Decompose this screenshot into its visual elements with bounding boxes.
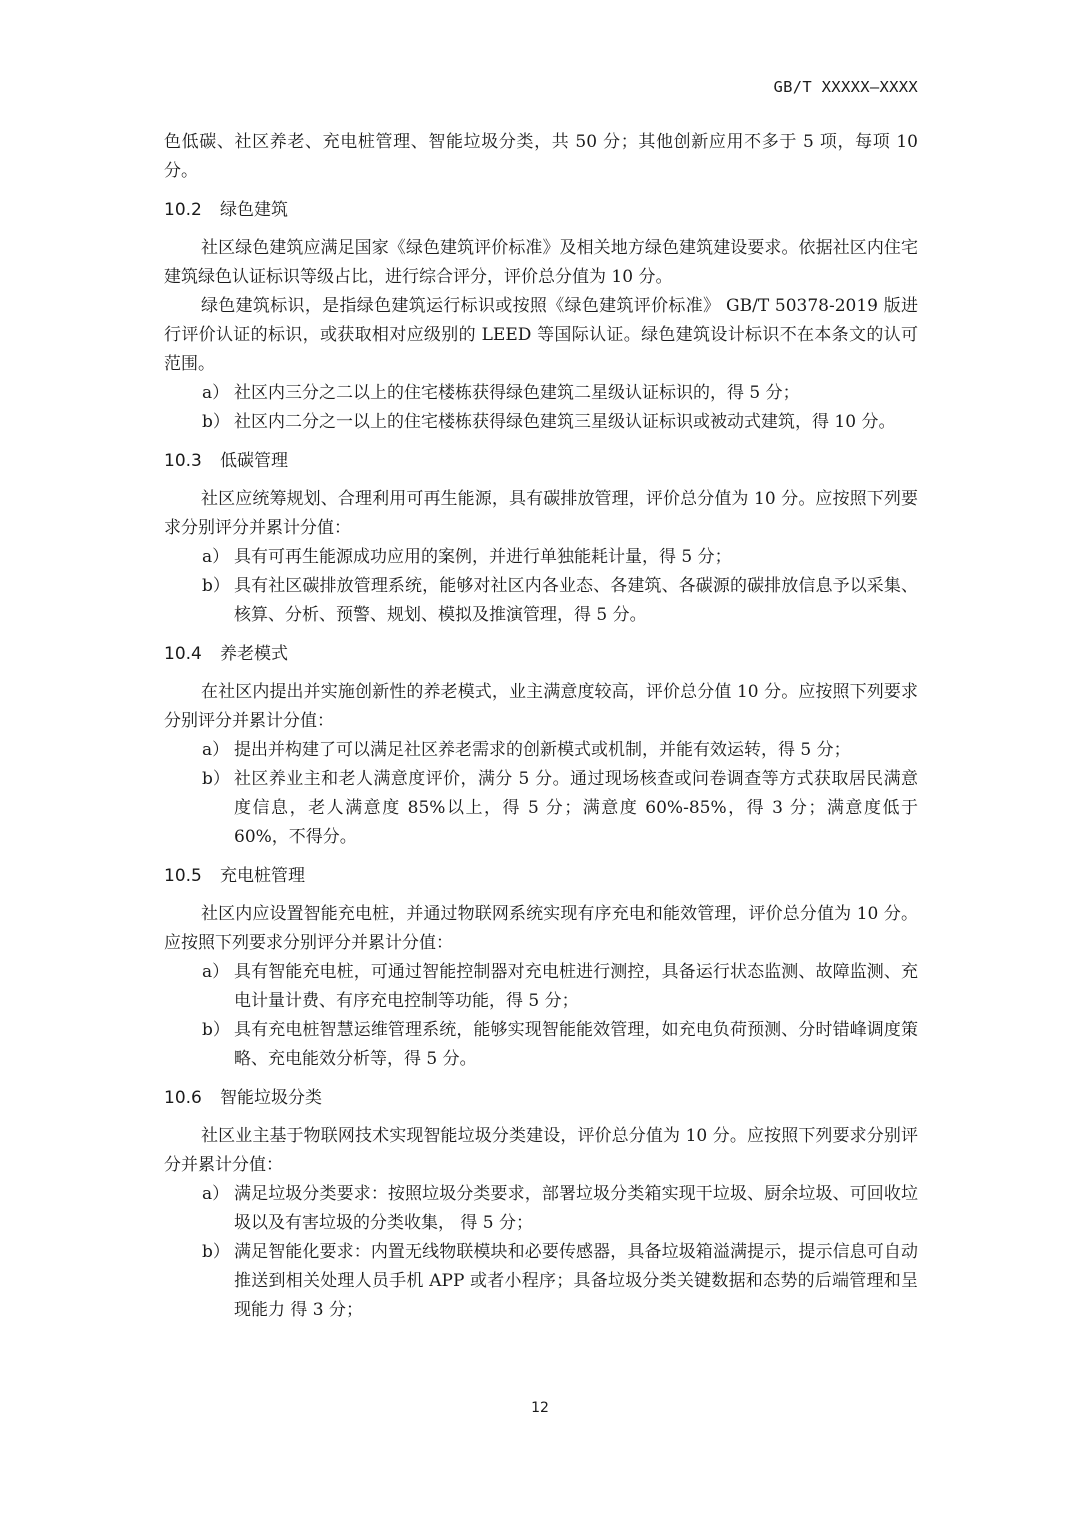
- list-marker: a）: [202, 383, 230, 403]
- section-heading: [164, 862, 918, 891]
- list-item-text: 具有可再生能源成功应用的案例，并进行单独能耗计量，得 5 分；: [234, 547, 732, 567]
- intro-paragraph: 色低碳、社区养老、充电桩管理、智能垃圾分类，共 50 分；其他创新应用不多于 5 项，每项 10 分。: [164, 132, 918, 181]
- list-marker: a）: [202, 1184, 230, 1204]
- list-item: [164, 736, 918, 765]
- section-heading: [164, 1084, 918, 1113]
- list-item-text: 具有社区碳排放管理系统，能够对社区内各业态、各建筑、各碳源的碳排放信息予以采集、核算、分析、预警、规划、模拟及推演管理，得 5 分。: [234, 576, 918, 625]
- section-title: 低碳管理: [220, 451, 288, 471]
- page-number: 12: [531, 1400, 549, 1416]
- section-number: 10.2: [164, 200, 202, 220]
- list-item: [164, 765, 918, 852]
- list-marker: a）: [202, 547, 230, 567]
- section-title: 充电桩管理: [220, 866, 305, 886]
- list-item-text: 社区内三分之二以上的住宅楼栋获得绿色建筑二星级认证标识的，得 5 分；: [234, 383, 800, 403]
- section-heading: [164, 640, 918, 669]
- paragraph: 社区内应设置智能充电桩，并通过物联网系统实现有序充电和能效管理，评价总分值为 10 分。应按照下列要求分别评分并累计分值：: [164, 904, 918, 953]
- section-title: 养老模式: [220, 644, 288, 664]
- list-item-text: 提出并构建了可以满足社区养老需求的创新模式或机制，并能有效运转，得 5 分；: [234, 740, 851, 760]
- list-item: [164, 1180, 918, 1238]
- document-code-header: GB/T XXXXX—XXXX: [773, 78, 918, 96]
- paragraph: 社区绿色建筑应满足国家《绿色建筑评价标准》及相关地方绿色建筑建设要求。依据社区内住宅建筑绿色认证标识等级占比，进行综合评分，评价总分值为 10 分。: [164, 238, 918, 287]
- page-body: [164, 128, 918, 1325]
- list-item-text: 社区养业主和老人满意度评价，满分 5 分。通过现场核查或问卷调查等方式获取居民满意度信息，老人满意度 85%以上，得 5 分；满意度 60%-85%，得 3 分；满意度低于 60%，不得分。: [234, 769, 918, 847]
- list-item-text: 满足垃圾分类要求：按照垃圾分类要求，部署垃圾分类箱实现干垃圾、厨余垃圾、可回收垃圾以及有害垃圾的分类收集， 得 5 分；: [234, 1184, 918, 1233]
- section-heading: [164, 447, 918, 476]
- list-item: [164, 379, 918, 408]
- section-number: 10.5: [164, 866, 202, 886]
- list-marker: b）: [202, 412, 230, 432]
- list-marker: a）: [202, 962, 230, 982]
- list-item-text: 满足智能化要求：内置无线物联模块和必要传感器，具备垃圾箱溢满提示，提示信息可自动推送到相关处理人员手机 APP 或者小程序；具备垃圾分类关键数据和态势的后端管理和呈现能力 得 3 分；: [234, 1242, 918, 1320]
- section-number: 10.3: [164, 451, 202, 471]
- list-marker: b）: [202, 1242, 230, 1262]
- list-item: [164, 543, 918, 572]
- section-number: 10.4: [164, 644, 202, 664]
- paragraph: 社区应统筹规划、合理利用可再生能源，具有碳排放管理，评价总分值为 10 分。应按照下列要求分别评分并累计分值：: [164, 489, 918, 538]
- list-item-text: 具有充电桩智慧运维管理系统，能够实现智能能效管理，如充电负荷预测、分时错峰调度策略、充电能效分析等，得 5 分。: [234, 1020, 918, 1069]
- section-heading: [164, 196, 918, 225]
- section-title: 智能垃圾分类: [220, 1088, 322, 1108]
- list-item: [164, 408, 918, 437]
- list-item: [164, 1016, 918, 1074]
- paragraph: 社区业主基于物联网技术实现智能垃圾分类建设，评价总分值为 10 分。应按照下列要求分别评分并累计分值：: [164, 1126, 918, 1175]
- paragraph: 在社区内提出并实施创新性的养老模式，业主满意度较高，评价总分值 10 分。应按照下列要求分别评分并累计分值：: [164, 682, 918, 731]
- list-item-text: 具有智能充电桩，可通过智能控制器对充电桩进行测控，具备运行状态监测、故障监测、充电计量计费、有序充电控制等功能，得 5 分；: [234, 962, 918, 1011]
- section-number: 10.6: [164, 1088, 202, 1108]
- list-item-text: 社区内二分之一以上的住宅楼栋获得绿色建筑三星级认证标识或被动式建筑，得 10 分。: [234, 412, 896, 432]
- list-marker: b）: [202, 1020, 230, 1040]
- list-item: [164, 1238, 918, 1325]
- list-marker: a）: [202, 740, 230, 760]
- paragraph: 绿色建筑标识，是指绿色建筑运行标识或按照《绿色建筑评价标准》 GB/T 50378-2019 版进行评价认证的标识，或获取相对应级别的 LEED 等国际认证。绿色建筑设计标识不在本条文的认可范围。: [164, 296, 918, 374]
- list-item: [164, 958, 918, 1016]
- list-marker: b）: [202, 769, 230, 789]
- section-title: 绿色建筑: [220, 200, 288, 220]
- list-item: [164, 572, 918, 630]
- list-marker: b）: [202, 576, 230, 596]
